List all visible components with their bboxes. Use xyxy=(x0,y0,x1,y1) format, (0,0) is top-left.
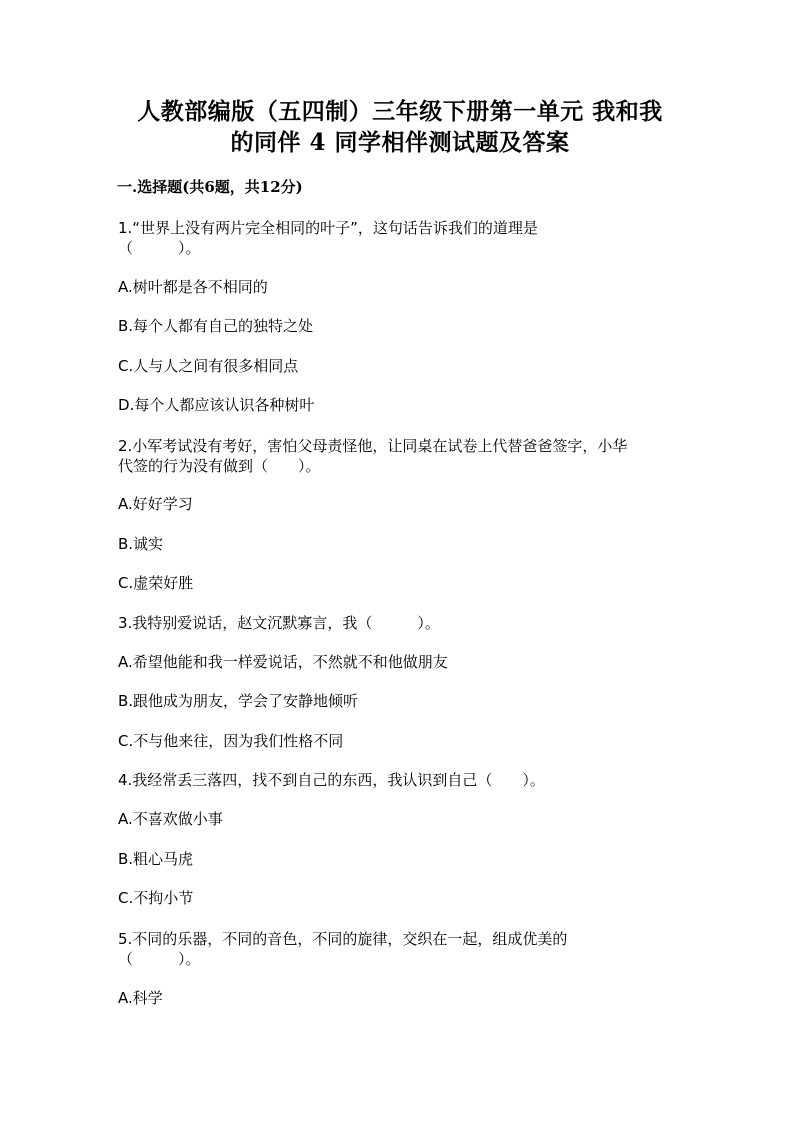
question-5-stem-continued: （ ）。 xyxy=(118,950,201,968)
question-3-option-c: C.不与他来往，因为我们性格不同 xyxy=(118,732,344,750)
question-1-option-d: D.每个人都应该认识各种树叶 xyxy=(118,396,315,414)
question-1-option-c: C.人与人之间有很多相同点 xyxy=(118,357,299,375)
section-heading: 一.选择题(共6题，共12分) xyxy=(117,178,303,196)
question-2-option-a: A.好好学习 xyxy=(118,495,193,513)
question-1-option-a: A.树叶都是各不相同的 xyxy=(118,278,268,296)
question-4-option-c: C.不拘小节 xyxy=(118,889,194,907)
document-title-line-1: 人教部编版（五四制）三年级下册第一单元 我和我 xyxy=(137,98,663,125)
question-2-stem-continued: 代签的行为没有做到（ ）。 xyxy=(118,457,321,475)
question-3-option-a: A.希望他能和我一样爱说话，不然就不和他做朋友 xyxy=(118,653,448,671)
question-1-stem-continued: （ ）。 xyxy=(118,239,201,257)
question-1-stem: 1.“世界上没有两片完全相同的叶子”，这句话告诉我们的道理是 xyxy=(118,219,538,237)
question-4-option-b: B.粗心马虎 xyxy=(118,850,194,868)
document-title-line-2: 的同伴 4 同学相伴测试题及答案 xyxy=(230,129,570,156)
question-2-stem: 2.小军考试没有考好，害怕父母责怪他，让同桌在试卷上代替爸爸签字，小华 xyxy=(118,437,628,455)
question-3-option-b: B.跟他成为朋友，学会了安静地倾听 xyxy=(118,692,359,710)
question-1-option-b: B.每个人都有自己的独特之处 xyxy=(118,317,314,335)
question-4-option-a: A.不喜欢做小事 xyxy=(118,810,223,828)
question-3-stem: 3.我特别爱说话，赵文沉默寡言，我（ ）。 xyxy=(118,614,440,632)
question-4-stem: 4.我经常丢三落四，找不到自己的东西，我认识到自己（ ）。 xyxy=(118,771,545,789)
question-2-option-c: C.虚荣好胜 xyxy=(118,574,194,592)
question-5-option-a: A.科学 xyxy=(118,989,163,1007)
question-2-option-b: B.诚实 xyxy=(118,535,164,553)
question-5-stem: 5.不同的乐器，不同的音色，不同的旋律，交织在一起，组成优美的 xyxy=(118,930,568,948)
